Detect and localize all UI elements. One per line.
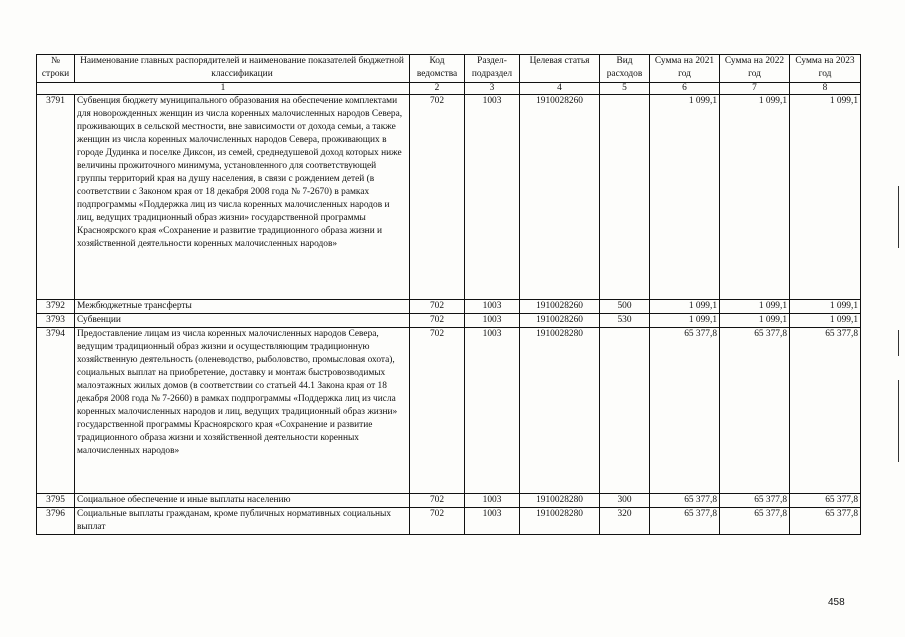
expense-type (600, 95, 650, 300)
sum-2023: 65 377,8 (790, 508, 861, 535)
header-row (37, 55, 861, 83)
header-name: Наименование главных распорядителей и наименование показателей бюджетной классификации (75, 55, 410, 83)
column-index: 2 (410, 83, 465, 95)
sum-2022: 1 099,1 (720, 95, 790, 300)
sum-2022: 65 377,8 (720, 494, 790, 508)
header-target-article: Целевая статья (520, 55, 600, 83)
sum-2021: 1 099,1 (650, 300, 720, 314)
table-row (37, 300, 861, 314)
section-code: 1003 (465, 328, 520, 494)
expense-type: 300 (600, 494, 650, 508)
sum-2023: 1 099,1 (790, 314, 861, 328)
sum-2021: 65 377,8 (650, 508, 720, 535)
column-index-row (37, 83, 861, 95)
section-code: 1003 (465, 300, 520, 314)
section-code: 1003 (465, 494, 520, 508)
row-number: 3791 (37, 95, 75, 300)
sum-2023: 1 099,1 (790, 95, 861, 300)
sum-2022: 1 099,1 (720, 300, 790, 314)
expense-type: 500 (600, 300, 650, 314)
table-row (37, 494, 861, 508)
target-article: 1910028260 (520, 300, 600, 314)
expense-type: 530 (600, 314, 650, 328)
sum-2021: 65 377,8 (650, 494, 720, 508)
row-number: 3794 (37, 328, 75, 494)
expense-type: 320 (600, 508, 650, 535)
column-index: 8 (790, 83, 861, 95)
table-row (37, 328, 861, 494)
scan-edge-line (898, 330, 899, 356)
sum-2021: 1 099,1 (650, 314, 720, 328)
column-index: 1 (37, 83, 410, 95)
dept-code: 702 (410, 494, 465, 508)
header-expense-type: Вид расходов (600, 55, 650, 83)
row-name: Социальное обеспечение и иные выплаты населению (75, 494, 410, 508)
sum-2021: 1 099,1 (650, 95, 720, 300)
sum-2022: 1 099,1 (720, 314, 790, 328)
row-name: Субвенция бюджету муниципального образования на обеспечение комплектами для новорожденных женщин из числа коренных малочисленных народов Севера, проживающих в сельской местности, вне зависимости от дохода семьи, а также женщин из числа коренных малочисленных народов Севера, проживающих в городе Дудинка и поселке Диксон, из семей, среднедушевой доход которых ниже величины прожиточного минимума, установленного для соответствующей группы территорий края на душу населения, в связи с рождением детей (в соответствии с Законом края от 18 декабря 2008 года № 7-2670) в рамках подпрограммы «Поддержка лиц из числа коренных малочисленных народов и лиц, ведущих традиционный образ жизни» государственной программы Красноярского края «Сохранение и развитие традиционного образа жизни и хозяйственной деятельности коренных малочисленных народов» (75, 95, 410, 300)
dept-code: 702 (410, 300, 465, 314)
row-number: 3793 (37, 314, 75, 328)
row-number: 3795 (37, 494, 75, 508)
row-name: Предоставление лицам из числа коренных малочисленных народов Севера, ведущим традиционный образ жизни и осуществляющим традиционную хозяйственную деятельность (оленеводство, рыболовство, промысловая охота), социальных выплат на приобретение, доставку и монтаж быстровозводимых малоэтажных жилых домов (в соответствии со статьей 44.1 Закона края от 18 декабря 2008 года № 7-2660) в рамках подпрограммы «Поддержка лиц из числа коренных малочисленных народов и лиц, ведущих традиционный образ жизни» государственной программы Красноярского края «Сохранение и развитие традиционного образа жизни и хозяйственной деятельности коренных малочисленных народов» (75, 328, 410, 494)
sum-2023: 65 377,8 (790, 494, 861, 508)
header-section: Раздел-подраздел (465, 55, 520, 83)
sum-2021: 65 377,8 (650, 328, 720, 494)
dept-code: 702 (410, 508, 465, 535)
row-number: 3796 (37, 508, 75, 535)
section-code: 1003 (465, 95, 520, 300)
section-code: 1003 (465, 314, 520, 328)
column-index: 5 (600, 83, 650, 95)
target-article: 1910028260 (520, 314, 600, 328)
table-row (37, 508, 861, 535)
table-row (37, 314, 861, 328)
header-sum-2022: Сумма на 2022 год (720, 55, 790, 83)
expense-type (600, 328, 650, 494)
sum-2022: 65 377,8 (720, 508, 790, 535)
sum-2023: 65 377,8 (790, 328, 861, 494)
column-index: 6 (650, 83, 720, 95)
column-index: 7 (720, 83, 790, 95)
dept-code: 702 (410, 95, 465, 300)
header-sum-2023: Сумма на 2023 год (790, 55, 861, 83)
target-article: 1910028280 (520, 328, 600, 494)
sum-2023: 1 099,1 (790, 300, 861, 314)
header-sum-2021: Сумма на 2021 год (650, 55, 720, 83)
dept-code: 702 (410, 328, 465, 494)
target-article: 1910028280 (520, 494, 600, 508)
column-index: 4 (520, 83, 600, 95)
column-index: 3 (465, 83, 520, 95)
sum-2022: 65 377,8 (720, 328, 790, 494)
dept-code: 702 (410, 314, 465, 328)
target-article: 1910028280 (520, 508, 600, 535)
section-code: 1003 (465, 508, 520, 535)
scan-edge-line (898, 380, 899, 462)
header-row-number: № строки (37, 55, 75, 83)
row-name: Межбюджетные трансферты (75, 300, 410, 314)
target-article: 1910028260 (520, 95, 600, 300)
scan-edge-line (898, 186, 899, 248)
table-row (37, 95, 861, 300)
page-number: 458 (828, 597, 845, 608)
budget-table (36, 54, 861, 535)
header-dept-code: Код ведомства (410, 55, 465, 83)
row-number: 3792 (37, 300, 75, 314)
row-name: Субвенции (75, 314, 410, 328)
row-name: Социальные выплаты гражданам, кроме публичных нормативных социальных выплат (75, 508, 410, 535)
